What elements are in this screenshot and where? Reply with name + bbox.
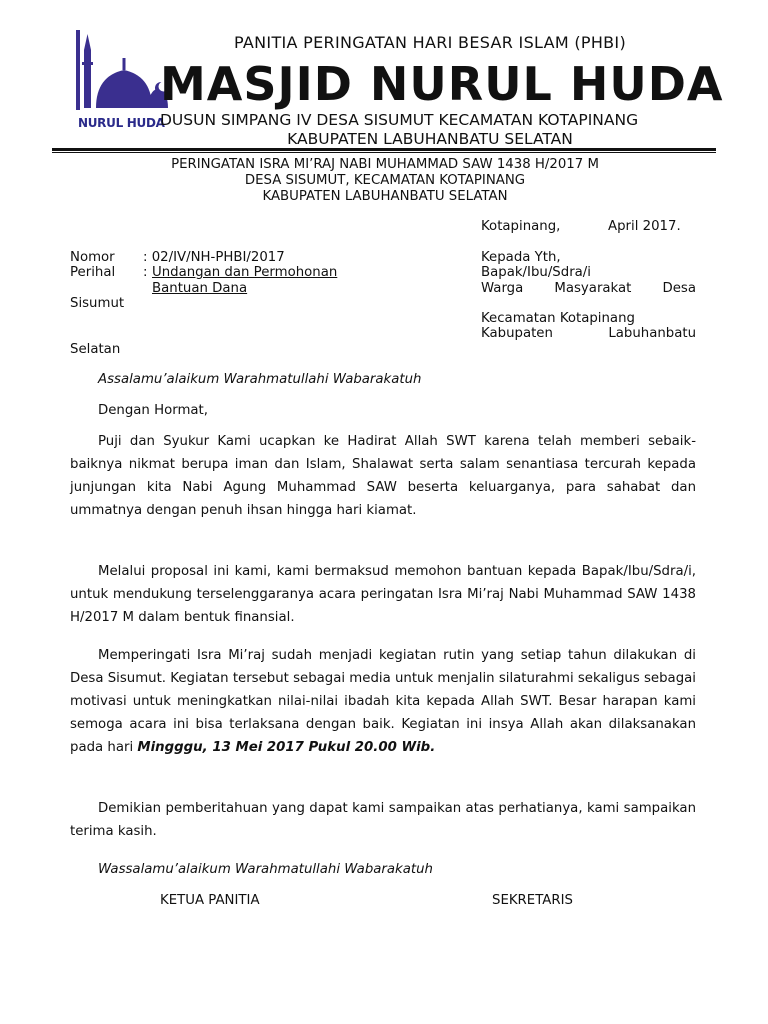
paragraph-2-text: Melalui proposal ini kami, kami bermaksud memohon bantuan kepada Bapak/Ibu/Sdra/i, untuk mendukung terselenggaranya acara peringatan Isra Mi’raj Nabi Muhammad SAW 1438 H/2017 M dalam bentuk finansial. bbox=[70, 564, 696, 625]
recipient-community-wrap: Sisumut bbox=[70, 296, 125, 311]
nomor-label: Nomor bbox=[70, 250, 115, 265]
paragraph-3 bbox=[70, 644, 696, 759]
org-regency: KABUPATEN LABUHANBATU SELATAN bbox=[287, 130, 573, 148]
letter-place: Kotapinang, bbox=[481, 219, 561, 234]
signature-secretary: SEKRETARIS bbox=[492, 893, 573, 908]
paragraph-4-text: Demikian pemberitahuan yang dapat kami sampaikan atas perhatianya, kami sampaikan terima kasih. bbox=[70, 801, 696, 839]
paragraph-1-text: Puji dan Syukur Kami ucapkan ke Hadirat Allah SWT karena telah memberi sebaik-baiknya nikmat berupa iman dan Islam, Shalawat serta salam senantiasa tercurah kepada junjungan kita Nabi Agung Muhammad SAW beserta keluarganya, para sahabat dan ummatnya dengan penuh ihsan hingga hari kiamat. bbox=[70, 434, 696, 518]
perihal-value-cont: Bantuan Dana bbox=[152, 281, 248, 296]
recipient-regency-wrap: Selatan bbox=[70, 342, 121, 357]
paragraph-3-main: Memperingati Isra Mi’raj sudah menjadi kegiatan rutin yang setiap tahun dilakukan di Desa Sisumut. Kegiatan tersebut sebagai media untuk menjalin silaturahmi sekaligus sebagai motivasi untuk meningkatkan nilai-nilai ibadah kita kepada Allah SWT. Besar harapan kami semoga acara ini bisa terlaksana dengan baik. Kegiatan ini insya Allah akan dilaksanakan pada hari bbox=[70, 648, 696, 755]
org-address: DUSUN SIMPANG IV DESA SISUMUT KECAMATAN KOTAPINANG bbox=[160, 111, 639, 129]
event-title: PERINGATAN ISRA MI’RAJ NABI MUHAMMAD SAW 1438 H/2017 M bbox=[171, 157, 599, 172]
event-location: DESA SISUMUT, KECAMATAN KOTAPINANG bbox=[244, 173, 526, 188]
org-committee: PANITIA PERINGATAN HARI BESAR ISLAM (PHBI) bbox=[233, 33, 626, 52]
perihal-label: Perihal bbox=[70, 265, 116, 280]
paragraph-1 bbox=[70, 430, 696, 522]
mosque-icon bbox=[72, 28, 172, 118]
paragraph-4 bbox=[70, 797, 696, 843]
recipient-to: Kepada Yth, bbox=[481, 250, 561, 265]
closing: Wassalamu’alaikum Warahmatullahi Wabarakatuh bbox=[98, 862, 433, 877]
mosque-logo bbox=[72, 28, 172, 140]
recipient-community: Warga Masyarakat Desa bbox=[481, 281, 696, 296]
nomor-value: : 02/IV/NH-PHBI/2017 bbox=[143, 250, 285, 265]
salutation: Dengan Hormat, bbox=[98, 403, 208, 418]
greeting: Assalamu’alaikum Warahmatullahi Wabarakatuh bbox=[98, 372, 422, 387]
logo-text: NURUL HUDA bbox=[78, 116, 165, 130]
signature-chair: KETUA PANITIA bbox=[160, 893, 260, 908]
letter-date: April 2017. bbox=[608, 219, 681, 234]
paragraph-3-text bbox=[70, 644, 696, 759]
letterhead-divider bbox=[52, 148, 716, 153]
org-name: MASJID NURUL HUDA bbox=[160, 57, 724, 111]
event-schedule-end: . bbox=[430, 740, 436, 755]
paragraph-2 bbox=[70, 560, 696, 629]
event-regency: KABUPATEN LABUHANBATU SELATAN bbox=[262, 189, 508, 204]
perihal-value: Undangan dan Permohonan bbox=[152, 265, 338, 280]
recipient-addressee: Bapak/Ibu/Sdra/i bbox=[481, 265, 591, 280]
event-schedule: Mingggu, 13 Mei 2017 Pukul 20.00 Wib bbox=[137, 740, 431, 755]
perihal-colon: : bbox=[143, 265, 148, 280]
recipient-regency: Kabupaten Labuhanbatu bbox=[481, 326, 696, 341]
recipient-district: Kecamatan Kotapinang bbox=[481, 311, 635, 326]
